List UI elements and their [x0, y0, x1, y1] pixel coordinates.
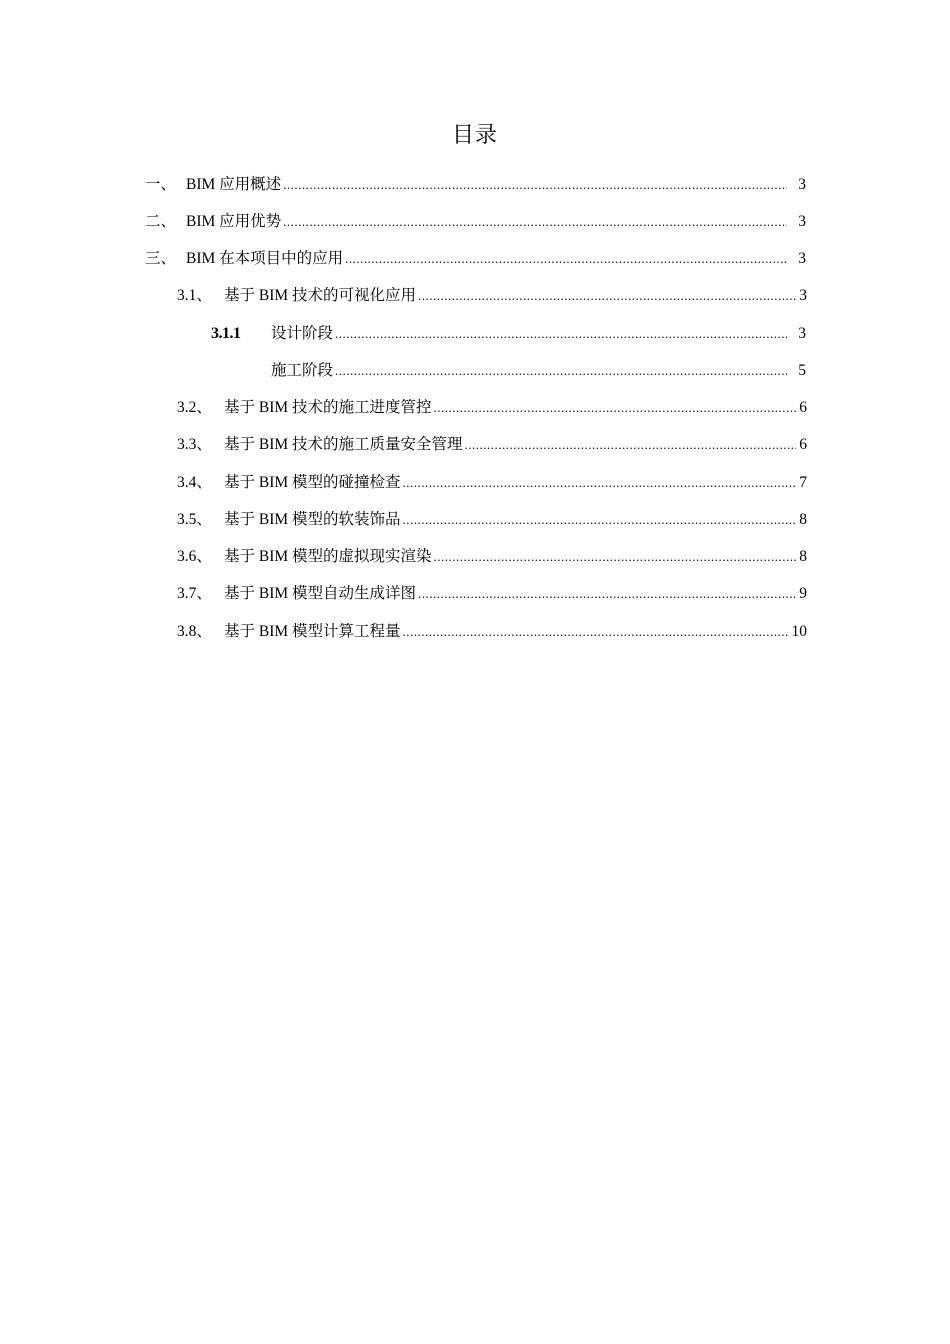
toc-entry-number: 3.1.1: [211, 325, 241, 342]
toc-page-number: 3: [798, 325, 806, 342]
toc-page-number: 3: [798, 213, 806, 230]
toc-entry-title: BIM 应用概述: [186, 176, 282, 193]
toc-entry-title: 基于 BIM 技术的可视化应用: [224, 287, 417, 304]
toc-dot-leader: [465, 433, 797, 457]
toc-entry-number: 3.5、: [177, 511, 212, 528]
toc-dot-leader: [335, 359, 787, 383]
toc-entry-title: 基于 BIM 模型的虚拟现实渲染: [224, 548, 432, 565]
toc-dot-leader: [418, 582, 796, 606]
toc-entry-number: 3.2、: [177, 399, 212, 416]
toc-entry-3-1-1[interactable]: [211, 322, 806, 346]
toc-entry-number: 一、: [145, 176, 177, 193]
toc-entry-title: 基于 BIM 技术的施工质量安全管理: [224, 436, 463, 453]
toc-dot-leader: [345, 247, 787, 271]
toc-entry-title: 基于 BIM 模型计算工程量: [224, 623, 401, 640]
toc-dot-leader: [418, 284, 796, 308]
toc-entry-number: 3.4、: [177, 474, 212, 491]
toc-entry-2[interactable]: [145, 210, 806, 234]
toc-entry-3-4[interactable]: [177, 471, 807, 495]
toc-entry-title: 基于 BIM 模型自动生成详图: [224, 585, 417, 602]
toc-entry-3-2[interactable]: [177, 396, 807, 420]
toc-entry-title: BIM 在本项目中的应用: [186, 250, 344, 267]
toc-page-number: 3: [799, 287, 807, 304]
toc-entry-3-5[interactable]: [177, 508, 807, 532]
toc-entry-number: 三、: [145, 250, 177, 267]
toc-page-number: 8: [799, 511, 807, 528]
toc-entry-3-1-2[interactable]: [211, 359, 806, 383]
toc-page-number: 9: [799, 585, 807, 602]
toc-entry-title: BIM 应用优势: [186, 213, 282, 230]
toc-dot-leader: [403, 471, 797, 495]
toc-dot-leader: [283, 210, 787, 234]
toc-entry-number: 3.1、: [177, 287, 212, 304]
toc-dot-leader: [403, 508, 797, 532]
toc-entry-title: 基于 BIM 模型的软装饰品: [224, 511, 401, 528]
toc-entry-number: 3.8、: [177, 623, 212, 640]
toc-entry-3[interactable]: [145, 247, 806, 271]
toc-page-number: 8: [799, 548, 807, 565]
toc-entry-3-7[interactable]: [177, 582, 807, 606]
toc-page-number: 5: [798, 362, 806, 379]
toc-entry-3-6[interactable]: [177, 545, 807, 569]
toc-entry-number: 3.7、: [177, 585, 212, 602]
toc-page-number: 10: [791, 623, 807, 640]
toc-entry-3-3[interactable]: [177, 433, 807, 457]
toc-page-number: 3: [798, 250, 806, 267]
toc-entry-1[interactable]: [145, 173, 806, 197]
toc-dot-leader: [403, 620, 789, 644]
toc-dot-leader: [434, 396, 797, 420]
toc-entry-title: 施工阶段: [271, 362, 334, 379]
toc-entry-title: 设计阶段: [271, 325, 334, 342]
toc-page-number: 3: [798, 176, 806, 193]
toc-entry-number: 3.6、: [177, 548, 212, 565]
toc-entry-number: 二、: [145, 213, 177, 230]
toc-page-number: 6: [799, 399, 807, 416]
toc-dot-leader: [335, 322, 787, 346]
toc-entry-title: 基于 BIM 模型的碰撞检查: [224, 474, 401, 491]
toc-dot-leader: [283, 173, 787, 197]
toc-entry-number: 3.3、: [177, 436, 212, 453]
toc-page-number: 7: [799, 474, 807, 491]
toc-title: 目录: [451, 122, 498, 147]
toc-entry-title: 基于 BIM 技术的施工进度管控: [224, 399, 432, 416]
toc-page-number: 6: [799, 436, 807, 453]
toc-entry-3-8[interactable]: [177, 620, 807, 644]
toc-dot-leader: [434, 545, 797, 569]
toc-entry-3-1[interactable]: [177, 284, 807, 308]
